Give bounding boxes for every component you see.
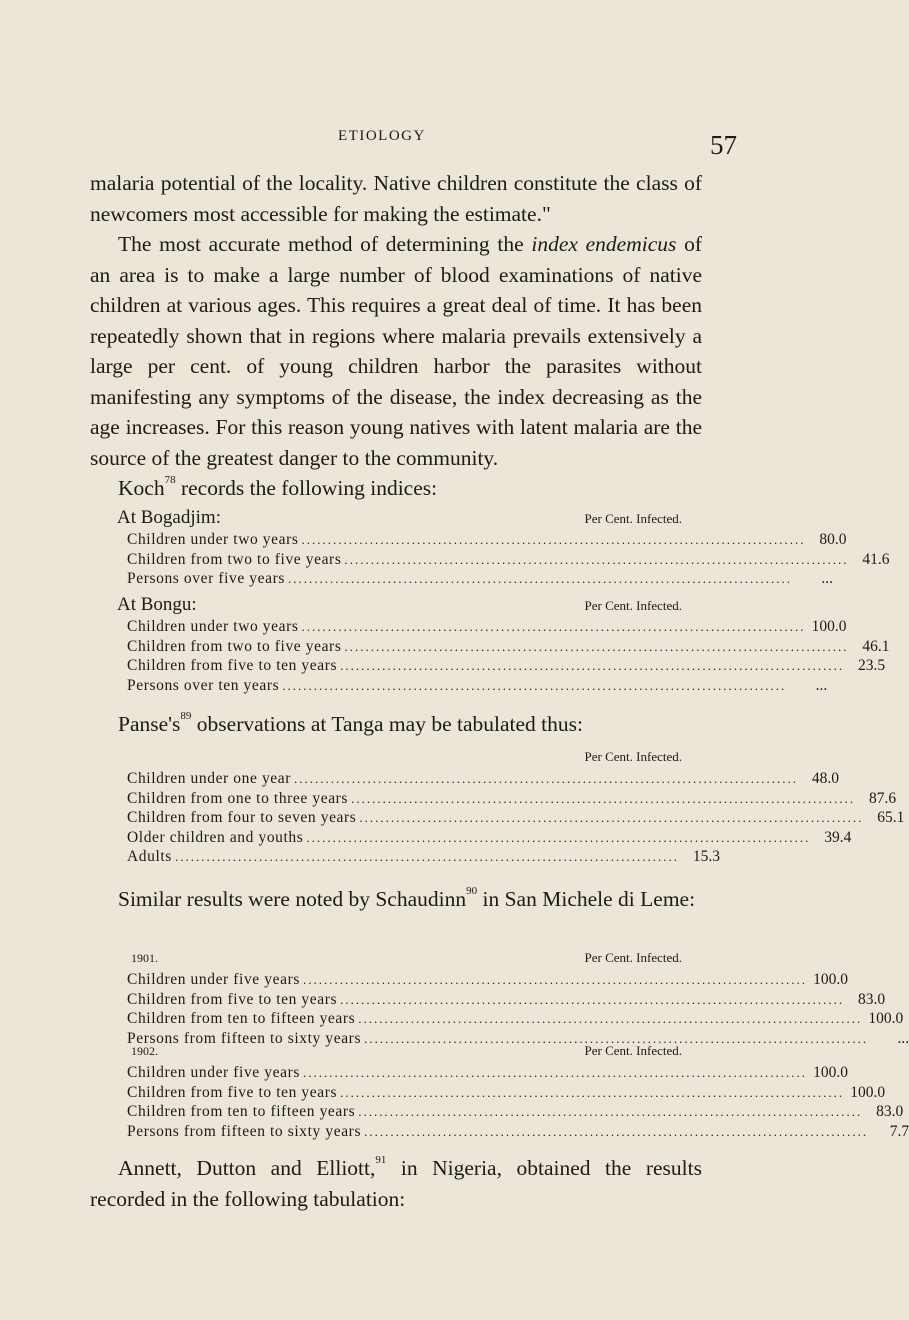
reference-number: 91 [375,1153,387,1166]
row-label: Older children and youths [127,828,304,846]
row-label: Children from one to three years [127,789,349,807]
table-row: Children from five to ten years ................................................................................................ 23.5 [127,657,886,674]
row-value: 100.0 [813,1064,848,1081]
row-value: 46.1 [862,637,890,655]
paragraph-koch [90,473,702,504]
row-label: Children from two to five years [127,637,342,655]
table-row: Persons from fifteen to sixty years ................................................................................................ 7.7 [127,1122,909,1140]
year-label: 1902. [131,1044,158,1058]
row-label: Children from two to five years [127,550,342,568]
row-value: 80.0 [819,531,847,548]
table-row: Older children and youths ................................................................................................ 39.4 [127,828,852,846]
paragraph-text: in San Michele di Leme: [477,887,696,911]
row-label: Children under two years [127,618,299,635]
paragraph-text: The most accurate method of determining the [118,232,532,256]
row-label: Children under five years [127,971,300,988]
row-value: 65.1 [877,809,905,826]
row-value: ... [821,570,833,587]
column-header: Per Cent. Infected. [584,950,682,965]
table-header [127,948,682,970]
author-name: Koch [118,476,165,500]
row-label: Persons from fifteen to sixty years [127,1029,362,1047]
row-label: Children from four to seven years [127,809,357,826]
column-header: Per Cent. Infected. [584,598,682,613]
table-tanga [127,747,905,867]
table-1901 [127,948,909,1048]
table-row: Children under two years ................................................................................................ 100.0 [127,618,847,635]
row-label: Persons over five years [127,570,285,587]
paragraph-text: in Nigeria, obtained the results recorded in the following tabulation: [90,1156,702,1211]
page-number: 57 [710,130,737,160]
paragraph-panse [90,709,702,740]
author-name: Panse's [118,712,181,736]
row-value: 15.3 [692,848,720,865]
table-row: Children under one year ................................................................................................ 48.0 [127,770,840,787]
table-row: Persons over five years ................................................................................................ ... [127,570,833,587]
paragraph-annett [90,1153,702,1214]
reference-number: 90 [466,884,478,897]
table-header [127,747,682,769]
row-value: 7.7 [889,1122,909,1140]
row-value: 100.0 [813,971,848,988]
paragraph-text: Similar results were noted by Schaudinn [118,887,467,911]
paragraph-text: records the following indices: [175,476,438,500]
row-label: Children from five to ten years [127,657,338,674]
table-row: Children from ten to fifteen years ................................................................................................ 83.0 [127,1103,904,1120]
column-header: Per Cent. Infected. [584,749,682,764]
row-label: Children under five years [127,1064,300,1081]
row-label: Persons over ten years [127,676,280,694]
table-row: Children under five years ................................................................................................ 100.0 [127,971,848,988]
table-row: Children under two years ................................................................................................ 80.0 [127,531,847,548]
reference-number: 78 [164,473,176,486]
row-value: 100.0 [811,618,847,635]
table-row: Children from two to five years ................................................................................................ 46.1 [127,637,890,655]
paragraph-index-endemicus [90,229,702,473]
row-value: 48.0 [811,770,840,787]
table-row: Persons from fifteen to sixty years ................................................................................................ ... [127,1029,909,1047]
table-row: Children from one to three years ................................................................................................ 87.6 [127,789,897,807]
row-value: 23.5 [858,657,886,674]
row-value: 83.0 [858,990,886,1008]
table-row: Persons over ten years ................................................................................................ ... [127,676,828,694]
table-row: Children from five to ten years ................................................................................................ 100.0 [127,1083,886,1101]
place-label: At Bogadjim: [117,507,221,528]
table-header [117,507,682,530]
paragraph-text: of an area is to make a large number of blood examinations of native children at various ages. This requires a great deal of time. It has been repeatedly shown that in regions where malaria prevails extensively a large per cent. of young children harbor the parasites without manifesting any symptoms of the disease, the index decreasing as the age increases. For this reason young natives with latent malaria are the source of the greatest danger to the community. [90,232,702,470]
table-row: Children from five to ten years ................................................................................................ 83.0 [127,990,886,1008]
row-label: Adults [127,848,172,865]
italic-term: index endemicus [531,232,677,256]
paragraph-continuation: malaria potential of the locality. Native children constitute the class of newcomers most accessible for making the estimate." [90,171,702,226]
row-value: 41.6 [862,550,890,568]
row-label: Children from ten to fifteen years [127,1010,356,1027]
table-header [117,594,682,617]
table-row: Children under five years ................................................................................................ 100.0 [127,1064,848,1081]
year-label: 1901. [131,951,158,965]
row-value: 100.0 [868,1010,904,1027]
reference-number: 89 [180,709,192,722]
running-head: ETIOLOGY [338,128,426,144]
table-1902 [127,1041,909,1141]
column-header: Per Cent. Infected. [584,511,682,526]
row-value: 87.6 [868,789,897,807]
table-bongu [117,594,890,695]
row-value: 100.0 [850,1083,886,1101]
paragraph-text: Annett, Dutton and Elliott, [118,1156,376,1180]
place-label: At Bongu: [117,594,197,615]
row-label: Children under one year [127,770,292,787]
table-row: Adults ................................................................................................ 15.3 [127,848,720,865]
row-label: Children from five to ten years [127,990,338,1008]
table-row: Children from four to seven years ................................................................................................ 65.1 [127,809,905,826]
table-row: Children from two to five years ................................................................................................ 41.6 [127,550,890,568]
table-row: Children from ten to fifteen years ................................................................................................ 100.0 [127,1010,904,1027]
row-label: Persons from fifteen to sixty years [127,1122,362,1140]
row-label: Children from five to ten years [127,1083,338,1101]
row-label: Children from ten to fifteen years [127,1103,356,1120]
table-header [127,1041,682,1063]
row-label: Children under two years [127,531,299,548]
row-value: ... [815,676,828,694]
row-value: ... [897,1029,909,1047]
paragraph-text: observations at Tanga may be tabulated thus: [191,712,583,736]
row-value: 83.0 [876,1103,904,1120]
paragraph-schaudinn [90,884,702,915]
table-bogadjim [117,507,890,589]
column-header: Per Cent. Infected. [584,1043,682,1058]
row-value: 39.4 [824,828,852,846]
